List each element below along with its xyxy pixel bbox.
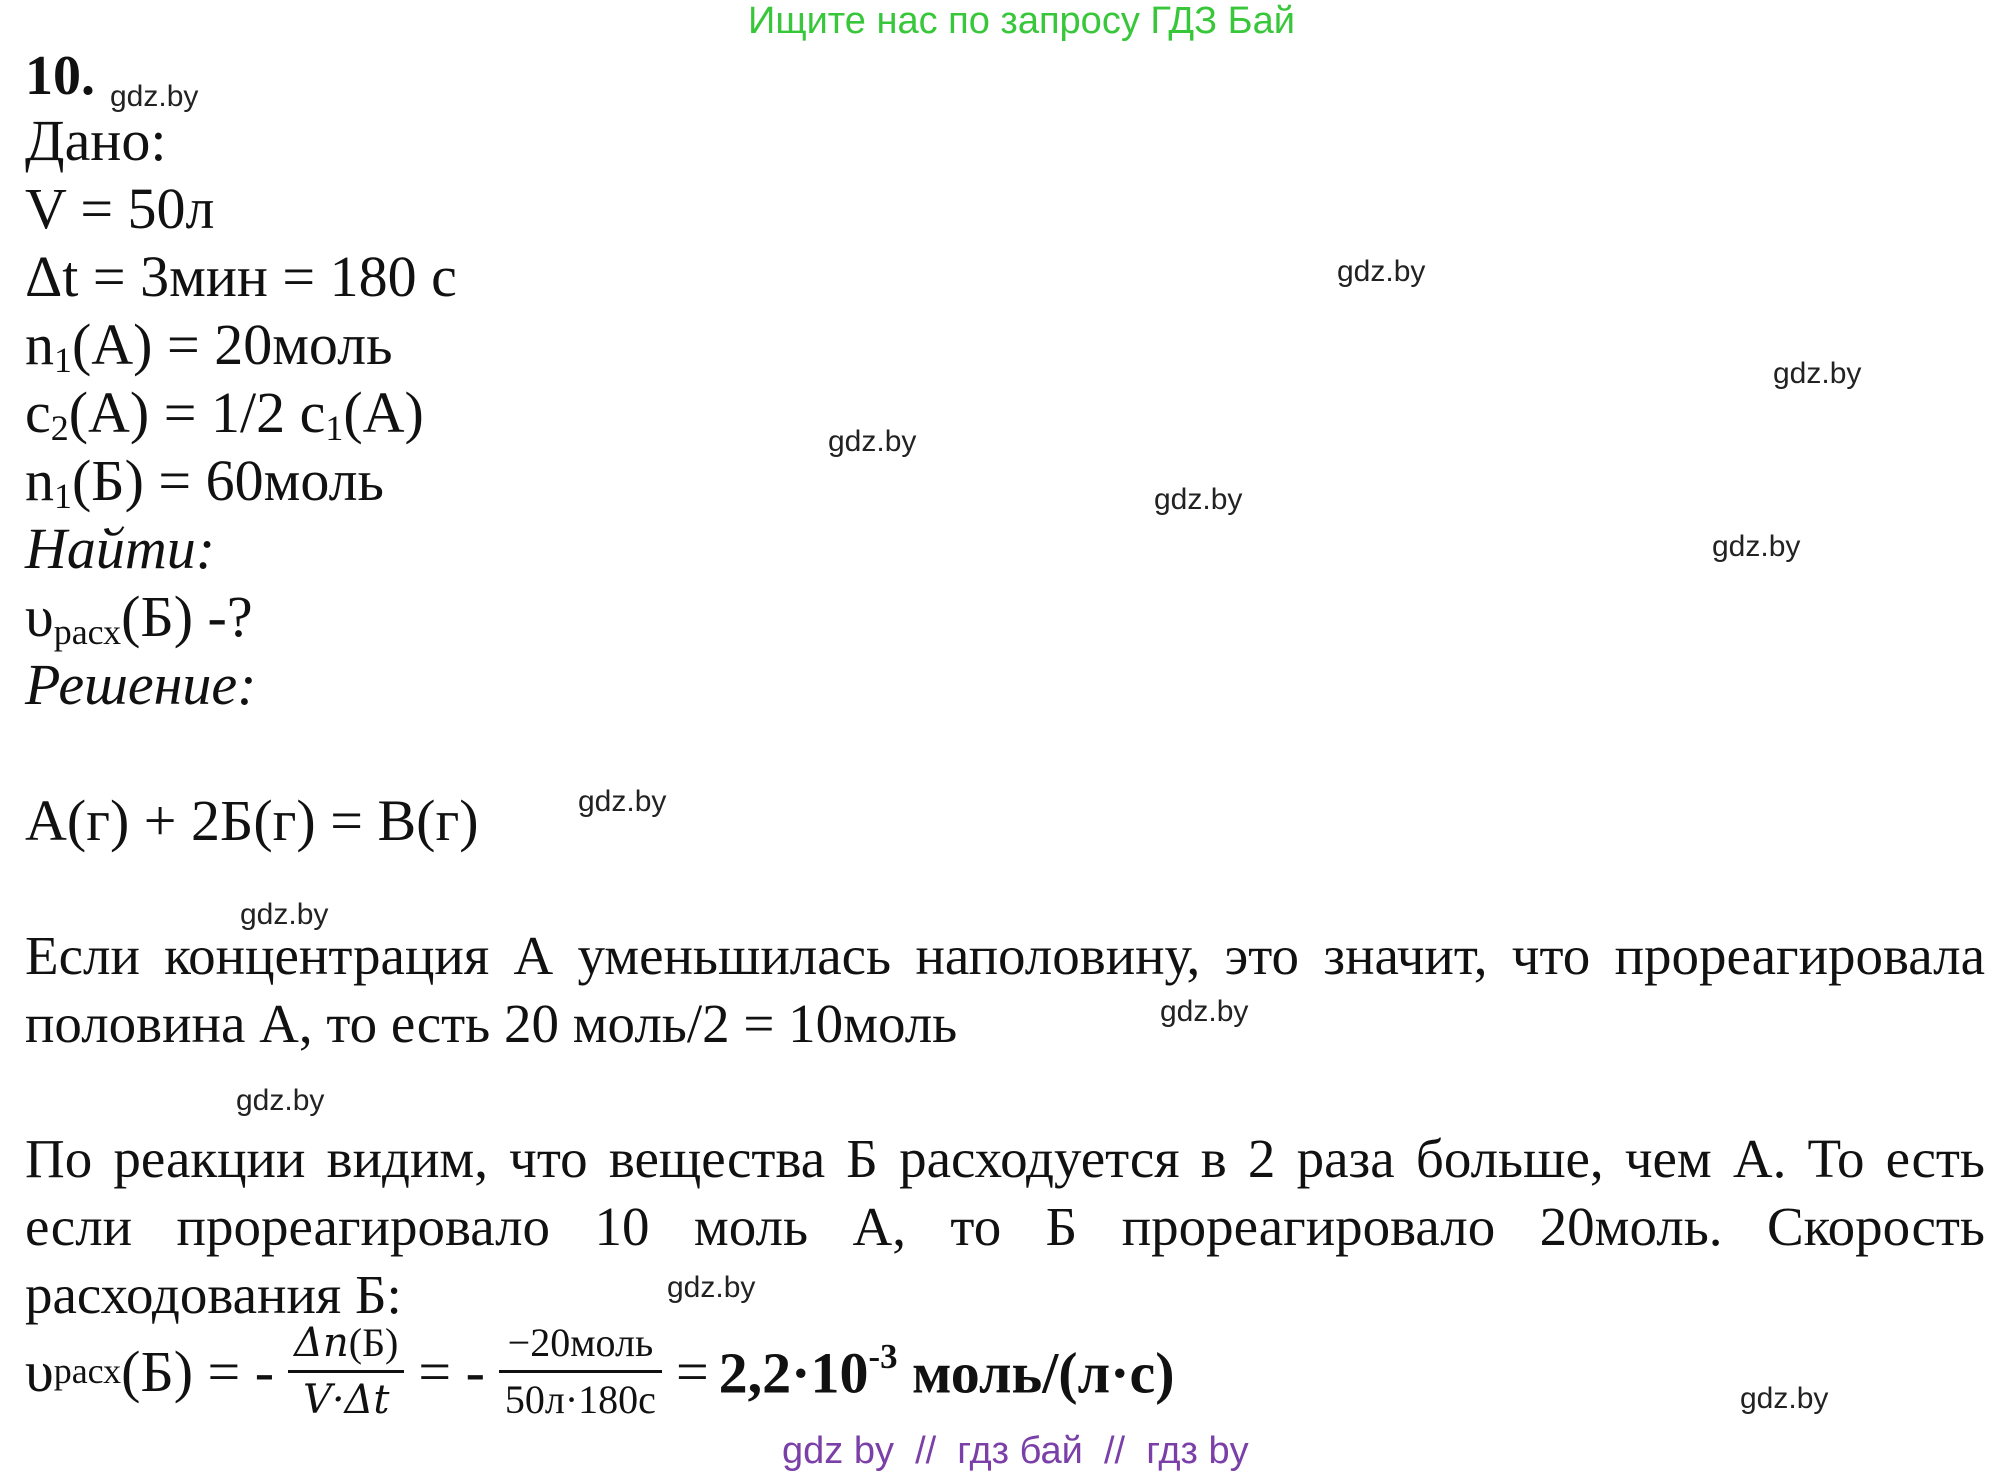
- watermark: gdz.by: [1712, 530, 1801, 563]
- fraction-definition: [288, 1320, 404, 1423]
- watermark: gdz.by: [1160, 995, 1249, 1028]
- find-target: [25, 584, 253, 652]
- solution-paragraph-2: По реакции видим, что вещества Б расходуется в 2 раза больше, чем А. То есть если прореагировало 10 моль А, то Б прореагировало 20моль. Скорость расходования Б:: [25, 1128, 1985, 1325]
- fraction-values-denominator: 50л·180с: [504, 1377, 656, 1422]
- c1-a-subscript: 1: [325, 407, 344, 448]
- watermark: gdz.by: [110, 80, 199, 113]
- given-time: Δt = 3мин = 180 с: [25, 244, 457, 309]
- given-n1-b: [25, 448, 384, 516]
- equals-minus: = -: [418, 1338, 485, 1404]
- watermark: gdz.by: [578, 785, 667, 818]
- rate-symbol: υ: [25, 1338, 54, 1404]
- solution-paragraph-1: Если концентрация А уменьшилась наполовину, это значит, что прореагировала половина А, то есть 20 моль/2 = 10моль: [25, 925, 1985, 1054]
- n1-a-symbol: n: [25, 312, 54, 377]
- n1-a-value: (A) = 20моль: [71, 312, 393, 377]
- fraction-values: [499, 1320, 662, 1423]
- reaction-equation: A(г) + 2Б(г) = В(г): [25, 788, 479, 853]
- top-banner: Ищите нас по запросу ГДЗ Бай: [748, 0, 1295, 42]
- given-c2-a: [25, 380, 424, 448]
- n1-b-subscript: 1: [54, 475, 72, 516]
- result-mantissa: 2,2·10: [718, 1340, 869, 1406]
- n1-b-symbol: n: [25, 448, 54, 513]
- target-subscript: расх: [53, 611, 122, 652]
- watermark: gdz.by: [240, 898, 329, 931]
- target-rest: (Б) -?: [121, 584, 253, 649]
- c2-a-middle: (A) = 1/2 c: [68, 380, 326, 445]
- c2-a-symbol: c: [25, 380, 51, 445]
- rate-subscript: расх: [53, 1350, 122, 1391]
- delta-n-symbol: Δn: [294, 1320, 349, 1366]
- given-heading: Дано:: [25, 108, 167, 173]
- result-value: [718, 1337, 1175, 1406]
- watermark: gdz.by: [1740, 1382, 1829, 1415]
- fraction-definition-denominator: V·Δt: [302, 1377, 390, 1423]
- delta-n-substance: (Б): [348, 1320, 399, 1365]
- solution-heading: Решение:: [25, 652, 257, 717]
- footer-watermark: gdz by // гдз бай // гдз by: [782, 1430, 1249, 1472]
- watermark: gdz.by: [667, 1271, 756, 1304]
- c2-a-subscript: 2: [50, 407, 69, 448]
- result-exponent: -3: [868, 1337, 898, 1377]
- equals: =: [675, 1338, 709, 1404]
- find-heading: Найти:: [25, 516, 216, 581]
- rate-formula: [25, 1320, 1175, 1423]
- problem-number: 10.: [25, 45, 95, 107]
- n1-a-subscript: 1: [54, 339, 72, 380]
- given-n1-a: [25, 312, 393, 380]
- rate-lhs-rest: (Б) = -: [121, 1338, 275, 1404]
- c2-a-tail: (A): [343, 380, 424, 445]
- given-volume: V = 50л: [25, 176, 215, 241]
- target-symbol: υ: [25, 584, 54, 649]
- n1-b-value: (Б) = 60моль: [71, 448, 384, 513]
- watermark: gdz.by: [1337, 255, 1426, 288]
- fraction-values-numerator: −20моль: [499, 1320, 662, 1373]
- watermark: gdz.by: [1154, 483, 1243, 516]
- fraction-definition-numerator: [288, 1320, 404, 1373]
- watermark: gdz.by: [1773, 357, 1862, 390]
- watermark: gdz.by: [236, 1084, 325, 1117]
- result-unit: моль/(л·с): [897, 1340, 1175, 1406]
- watermark: gdz.by: [828, 425, 917, 458]
